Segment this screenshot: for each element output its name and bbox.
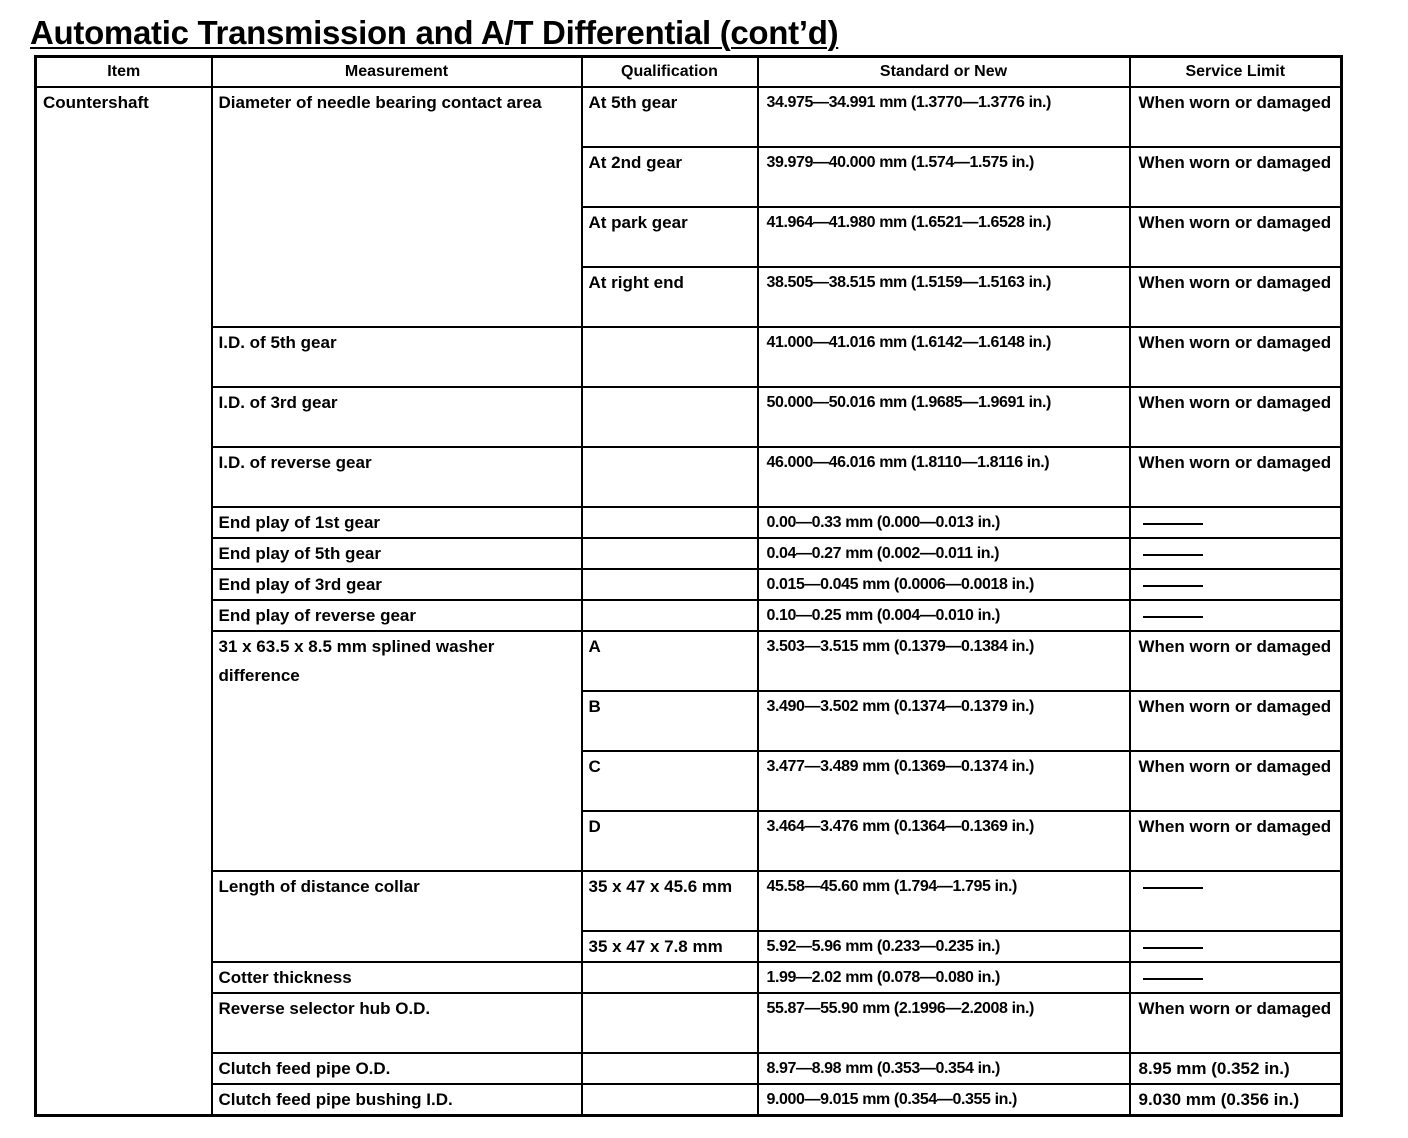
measurement-cell: I.D. of 3rd gear	[212, 387, 582, 447]
standard-cell: 41.964—41.980 mm (1.6521—1.6528 in.)	[758, 207, 1130, 267]
measurement-cell: I.D. of reverse gear	[212, 447, 582, 507]
qualification-cell: D	[582, 811, 758, 871]
table-row	[36, 600, 1342, 631]
qualification-cell: A	[582, 631, 758, 691]
table-row	[36, 962, 1342, 993]
table-row	[36, 327, 1342, 387]
header-standard: Standard or New	[758, 57, 1130, 88]
spec-table	[34, 55, 1343, 1117]
qualification-cell: C	[582, 751, 758, 811]
standard-cell: 3.490—3.502 mm (0.1374—0.1379 in.)	[758, 691, 1130, 751]
table-row	[36, 538, 1342, 569]
item-cell: Countershaft	[36, 87, 212, 1116]
service-limit-cell	[1130, 962, 1342, 993]
dash-mark	[1143, 887, 1203, 889]
qualification-cell	[582, 600, 758, 631]
standard-cell: 38.505—38.515 mm (1.5159—1.5163 in.)	[758, 267, 1130, 327]
standard-cell: 41.000—41.016 mm (1.6142—1.6148 in.)	[758, 327, 1130, 387]
qualification-cell	[582, 507, 758, 538]
standard-cell: 3.503—3.515 mm (0.1379—0.1384 in.)	[758, 631, 1130, 691]
service-limit-cell: When worn or damaged	[1130, 387, 1342, 447]
table-row	[36, 569, 1342, 600]
table-row	[36, 871, 1342, 931]
measurement-cell: I.D. of 5th gear	[212, 327, 582, 387]
standard-cell: 0.10—0.25 mm (0.004—0.010 in.)	[758, 600, 1130, 631]
service-limit-cell: When worn or damaged	[1130, 691, 1342, 751]
qualification-cell	[582, 962, 758, 993]
header-qualification: Qualification	[582, 57, 758, 88]
service-limit-cell: When worn or damaged	[1130, 993, 1342, 1053]
service-limit-cell: When worn or damaged	[1130, 447, 1342, 507]
service-limit-cell: When worn or damaged	[1130, 87, 1342, 147]
standard-cell: 0.04—0.27 mm (0.002—0.011 in.)	[758, 538, 1130, 569]
measurement-cell: End play of reverse gear	[212, 600, 582, 631]
service-limit-cell	[1130, 569, 1342, 600]
standard-cell: 0.015—0.045 mm (0.0006—0.0018 in.)	[758, 569, 1130, 600]
service-limit-cell: When worn or damaged	[1130, 751, 1342, 811]
qualification-cell	[582, 993, 758, 1053]
service-limit-cell: 8.95 mm (0.352 in.)	[1130, 1053, 1342, 1084]
service-limit-cell	[1130, 931, 1342, 962]
standard-cell: 1.99—2.02 mm (0.078—0.080 in.)	[758, 962, 1130, 993]
service-limit-cell: 9.030 mm (0.356 in.)	[1130, 1084, 1342, 1116]
measurement-cell: Diameter of needle bearing contact area	[212, 87, 582, 327]
standard-cell: 8.97—8.98 mm (0.353—0.354 in.)	[758, 1053, 1130, 1084]
header-item: Item	[36, 57, 212, 88]
qualification-cell: At right end	[582, 267, 758, 327]
service-limit-cell	[1130, 600, 1342, 631]
qualification-cell: At park gear	[582, 207, 758, 267]
standard-cell: 34.975—34.991 mm (1.3770—1.3776 in.)	[758, 87, 1130, 147]
standard-cell: 50.000—50.016 mm (1.9685—1.9691 in.)	[758, 387, 1130, 447]
measurement-cell: End play of 1st gear	[212, 507, 582, 538]
standard-cell: 0.00—0.33 mm (0.000—0.013 in.)	[758, 507, 1130, 538]
standard-cell: 45.58—45.60 mm (1.794—1.795 in.)	[758, 871, 1130, 931]
qualification-cell	[582, 538, 758, 569]
header-measurement: Measurement	[212, 57, 582, 88]
qualification-cell	[582, 1084, 758, 1116]
measurement-cell: Cotter thickness	[212, 962, 582, 993]
measurement-cell: Clutch feed pipe O.D.	[212, 1053, 582, 1084]
table-row	[36, 507, 1342, 538]
service-limit-cell: When worn or damaged	[1130, 631, 1342, 691]
standard-cell: 3.464—3.476 mm (0.1364—0.1369 in.)	[758, 811, 1130, 871]
header-row	[36, 57, 1342, 88]
qualification-cell	[582, 387, 758, 447]
page-title: Automatic Transmission and A/T Differential (cont’d)	[30, 14, 839, 51]
dash-mark	[1143, 978, 1203, 980]
dash-mark	[1143, 554, 1203, 556]
table-row	[36, 1084, 1342, 1116]
measurement-cell: 31 x 63.5 x 8.5 mm splined washer difference	[212, 631, 582, 871]
dash-mark	[1143, 947, 1203, 949]
qualification-cell: At 2nd gear	[582, 147, 758, 207]
dash-mark	[1143, 585, 1203, 587]
table-row	[36, 993, 1342, 1053]
qualification-cell	[582, 1053, 758, 1084]
service-limit-cell	[1130, 507, 1342, 538]
measurement-cell: End play of 5th gear	[212, 538, 582, 569]
qualification-cell	[582, 327, 758, 387]
table-row	[36, 1053, 1342, 1084]
standard-cell: 3.477—3.489 mm (0.1369—0.1374 in.)	[758, 751, 1130, 811]
service-limit-cell: When worn or damaged	[1130, 327, 1342, 387]
service-limit-cell: When worn or damaged	[1130, 207, 1342, 267]
dash-mark	[1143, 616, 1203, 618]
table-row	[36, 447, 1342, 507]
service-limit-cell	[1130, 871, 1342, 931]
qualification-cell: 35 x 47 x 7.8 mm	[582, 931, 758, 962]
qualification-cell: At 5th gear	[582, 87, 758, 147]
qualification-cell: 35 x 47 x 45.6 mm	[582, 871, 758, 931]
table-row	[36, 87, 1342, 147]
qualification-cell	[582, 569, 758, 600]
measurement-cell: End play of 3rd gear	[212, 569, 582, 600]
service-limit-cell	[1130, 538, 1342, 569]
standard-cell: 55.87—55.90 mm (2.1996—2.2008 in.)	[758, 993, 1130, 1053]
standard-cell: 46.000—46.016 mm (1.8110—1.8116 in.)	[758, 447, 1130, 507]
standard-cell: 5.92—5.96 mm (0.233—0.235 in.)	[758, 931, 1130, 962]
qualification-cell: B	[582, 691, 758, 751]
service-limit-cell: When worn or damaged	[1130, 147, 1342, 207]
measurement-cell: Length of distance collar	[212, 871, 582, 962]
qualification-cell	[582, 447, 758, 507]
table-row	[36, 387, 1342, 447]
table-row	[36, 631, 1342, 691]
measurement-cell: Reverse selector hub O.D.	[212, 993, 582, 1053]
dash-mark	[1143, 523, 1203, 525]
service-limit-cell: When worn or damaged	[1130, 267, 1342, 327]
standard-cell: 9.000—9.015 mm (0.354—0.355 in.)	[758, 1084, 1130, 1116]
measurement-cell: Clutch feed pipe bushing I.D.	[212, 1084, 582, 1116]
header-service-limit: Service Limit	[1130, 57, 1342, 88]
service-limit-cell: When worn or damaged	[1130, 811, 1342, 871]
standard-cell: 39.979—40.000 mm (1.574—1.575 in.)	[758, 147, 1130, 207]
